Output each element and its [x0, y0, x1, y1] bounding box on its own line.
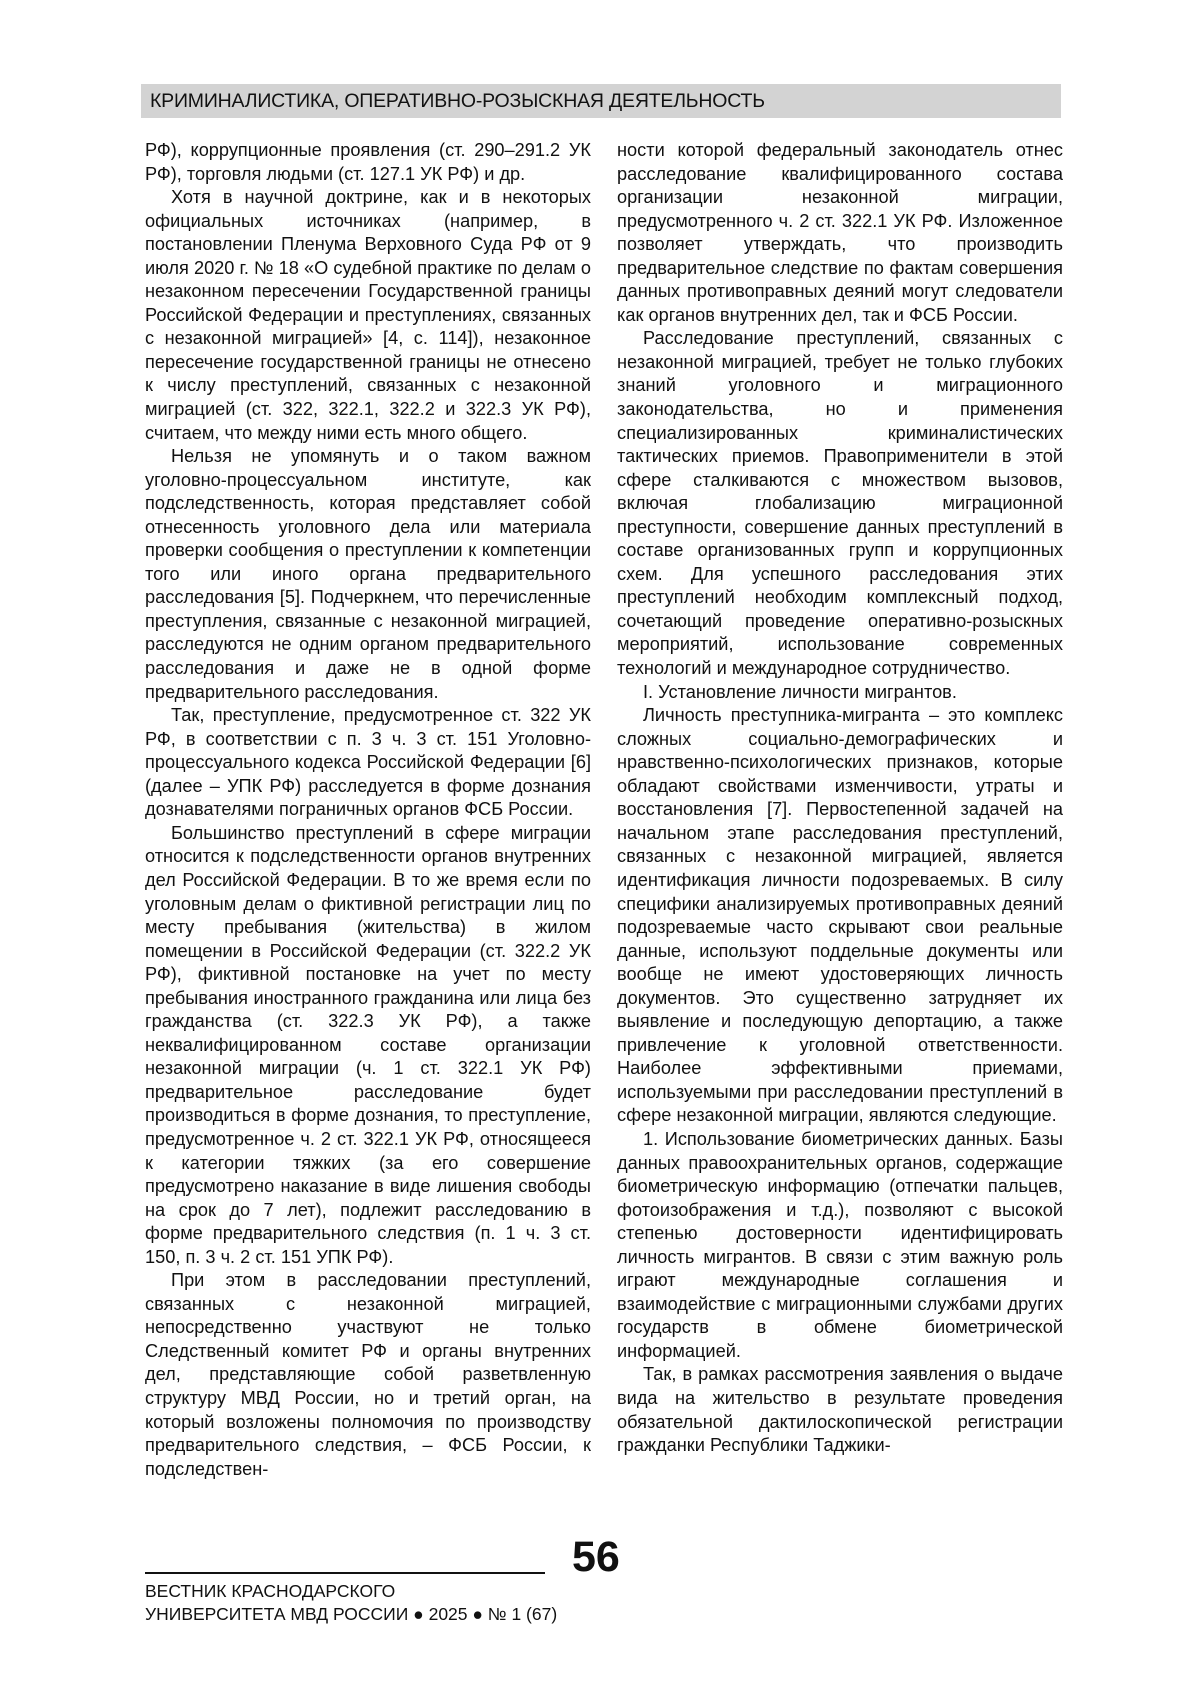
paragraph: Расследование преступлений, связанных с незаконной миграцией, требует не только глубоких знаний уголовного и миграционного законодательства, но и применения специализированных криминалистических тактических приемов. Правоприменители в этой сфере сталкиваются с множеством вызовов, включая глобализацию миграционной преступности, совершение данных преступлений в составе организованных групп и коррупционных схем. Для успешного расследования этих преступлений необходим комплексный подход, сочетающий проведение оперативно-розыскных мероприятий, использование современных технологий и международное сотрудничество.	[617, 328, 1063, 679]
paragraph: 1. Использование биометрических данных. Базы данных правоохранительных органов, содержащие биометрическую информацию (отпечатки пальцев, фотоизображения и т.д.), позволяют с высокой степенью достоверности идентифицировать личность мигрантов. В связи с этим важную роль играют международные соглашения и взаимодействие с миграционными службами других государств в обмене биометрической информацией.	[617, 1128, 1063, 1361]
section-title: КРИМИНАЛИСТИКА, ОПЕРАТИВНО-РОЗЫСКНАЯ ДЕЯТЕЛЬНОСТЬ	[150, 90, 765, 112]
journal-name-line-2: УНИВЕРСИТЕТА МВД РОССИИ ● 2025 ● № 1 (67)	[145, 1604, 558, 1624]
paragraph: Так, преступление, предусмотренное ст. 322 УК РФ, в соответствии с п. 3 ч. 3 ст. 151 Уголовно-процессуального кодекса Российской Федерации [6] (далее – УПК РФ) расследуется в форме дознания дознавателями пограничных органов ФСБ России.	[145, 705, 591, 820]
paragraph: Хотя в научной доктрине, как и в некоторых официальных источниках (например, в постановлении Пленума Верховного Суда РФ от 9 июля 2020 г. № 18 «О судебной практике по делам о незаконном пересечении Государственной границы Российской Федерации и преступлениях, связанных с незаконной миграцией» [4, с. 114]), незаконное пересечение государственной границы не отнесено к числу преступлений, связанных с незаконной миграцией (ст. 322, 322.1, 322.2 и 322.3 УК РФ), считаем, что между ними есть много общего.	[145, 187, 591, 443]
section-heading: I. Установление личности мигрантов.	[643, 681, 957, 702]
journal-name	[145, 1580, 557, 1626]
paragraph: РФ), коррупционные проявления (ст. 290–291.2 УК РФ), торговля людьми (ст. 127.1 УК РФ) и др.	[145, 140, 591, 184]
left-column	[145, 139, 591, 1481]
paragraph: Личность преступника-мигранта – это комплекс сложных социально-демографических и нравственно-психологических признаков, которые обладают свойствами изменчивости, утраты и восстановления [7]. Первостепенной задачей на начальном этапе расследования преступлений, связанных с незаконной миграцией, является идентификация личности подозреваемых. В силу специфики анализируемых противоправных деяний подозреваемые часто скрывают свои реальные данные, используют поддельные документы или вообще не имеют удостоверяющих личность документов. Это существенно затрудняет их выявление и последующую депортацию, а также привлечение к уголовной ответственности. Наиболее эффективными приемами, используемыми при расследовании преступлений в сфере незаконной миграции, являются следующие.	[617, 705, 1063, 1126]
paragraph: Так, в рамках рассмотрения заявления о выдаче вида на жительство в результате проведения обязательной дактилоскопической регистрации гражданки Республики Таджики-	[617, 1364, 1063, 1456]
paragraph: ности которой федеральный законодатель отнес расследование квалифицированного состава организации незаконной миграции, предусмотренного ч. 2 ст. 322.1 УК РФ. Изложенное позволяет утверждать, что производить предварительное следствие по фактам совершения данных противоправных деяний могут следователи как органов внутренних дел, так и ФСБ России.	[617, 140, 1063, 325]
page-number: 56	[572, 1533, 620, 1581]
paragraph: Нельзя не упомянуть и о таком важном уголовно-процессуальном институте, как подследственность, которая представляет собой отнесенность уголовного дела или материала проверки сообщения о преступлении к компетенции того или иного органа предварительного расследования [5]. Подчеркнем, что перечисленные преступления, связанные с незаконной миграцией, расследуются не одним органом предварительного расследования и даже не в одной форме предварительного расследования.	[145, 446, 591, 702]
journal-name-line-1: ВЕСТНИК КРАСНОДАРСКОГО	[145, 1581, 396, 1601]
paragraph: Большинство преступлений в сфере миграции относится к подследственности органов внутренних дел Российской Федерации. В то же время если по уголовным делам о фиктивной регистрации лиц по месту пребывания (жительства) в жилом помещении в Российской Федерации (ст. 322.2 УК РФ), фиктивной постановке на учет по месту пребывания иностранного гражданина или лица без гражданства (ст. 322.3 УК РФ), а также неквалифицированном составе организации незаконной миграции (ч. 1 ст. 322.1 УК РФ) предварительное расследование будет производиться в форме дознания, то преступление, предусмотренное ч. 2 ст. 322.1 УК РФ, относящееся к категории тяжких (за его совершение предусмотрено наказание в виде лишения свободы на срок до 7 лет), подлежит расследованию в форме предварительного следствия (п. 1 ч. 3 ст. 150, п. 3 ч. 2 ст. 151 УПК РФ).	[145, 822, 591, 1267]
paragraph: При этом в расследовании преступлений, связанных с незаконной миграцией, непосредственно участвуют не только Следственный комитет РФ и органы внутренних дел, представляющие собой разветвленную структуру МВД России, но и третий орган, на который возложены полномочия по производству предварительного следствия, – ФСБ России, к подследствен-	[145, 1270, 591, 1479]
footer-rule	[145, 1572, 545, 1574]
right-column	[617, 139, 1063, 1458]
